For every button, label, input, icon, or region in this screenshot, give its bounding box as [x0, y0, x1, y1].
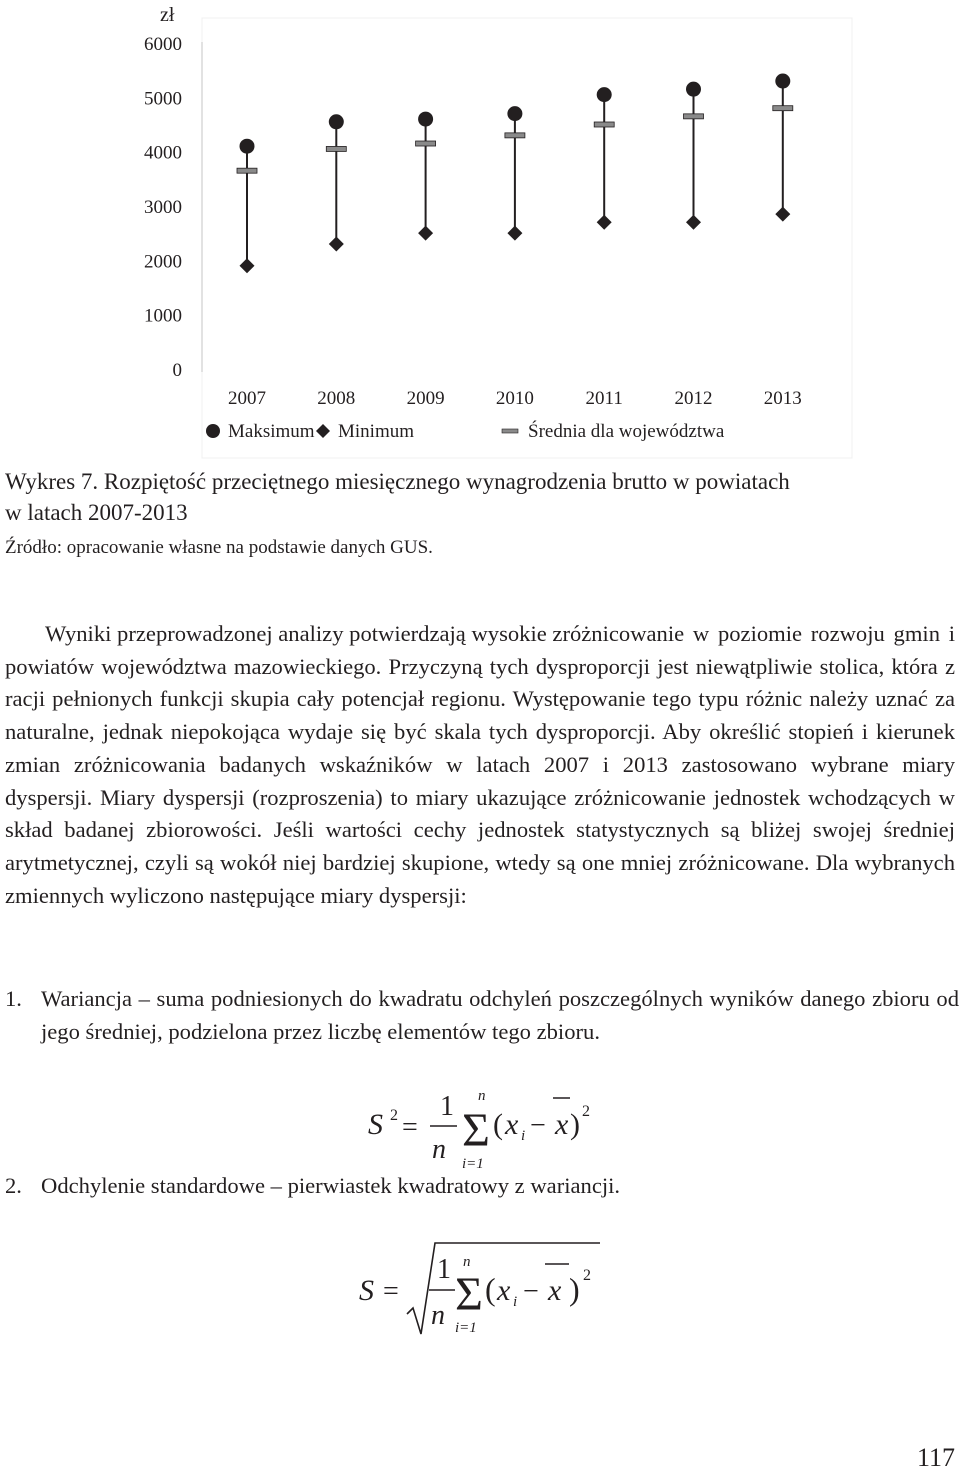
y-tick-label: 6000: [144, 34, 182, 55]
figure-caption: [5, 466, 957, 528]
caption-line-1: Wykres 7. Rozpiętość przeciętnego miesięcznego wynagrodzenia brutto w powiatach: [5, 469, 790, 494]
x-tick-label: 2008: [317, 388, 356, 409]
sigma-icon: Σ: [462, 1104, 490, 1157]
x-tick-label: 2013: [763, 388, 802, 409]
x-tick-label: 2010: [495, 388, 534, 409]
avg-point: [237, 168, 257, 173]
caption-line-2: w latach 2007-2013: [5, 500, 188, 525]
svg-text:i: i: [521, 1128, 526, 1144]
sigma-icon: Σ: [455, 1268, 483, 1321]
page-number: 117: [916, 1443, 955, 1472]
svg-text:x: x: [505, 1108, 519, 1141]
avg-point: [773, 106, 793, 111]
svg-text:n: n: [478, 1088, 486, 1104]
avg-point: [326, 146, 346, 151]
legend-label: Średnia dla województwa: [528, 421, 725, 442]
max-point: [775, 74, 790, 89]
svg-text:1: 1: [440, 1091, 454, 1122]
max-point: [329, 114, 344, 129]
legend-circle-icon: [206, 424, 220, 438]
max-point: [597, 87, 612, 102]
svg-text:(: (: [485, 1271, 496, 1307]
svg-text:2: 2: [390, 1107, 398, 1124]
svg-text:n: n: [463, 1254, 471, 1270]
y-tick-label: 3000: [144, 197, 182, 218]
max-point: [507, 106, 522, 121]
svg-text:n: n: [431, 1300, 445, 1331]
svg-text:2: 2: [582, 1103, 590, 1120]
list-number: 2.: [5, 1173, 22, 1198]
stddev-formula: [355, 1238, 615, 1338]
avg-point: [684, 114, 704, 119]
svg-text:i: i: [513, 1294, 518, 1310]
y-tick-label: 0: [172, 360, 182, 381]
legend-label: Minimum: [338, 421, 415, 442]
y-tick-label: 5000: [144, 88, 182, 110]
figure-source: Źródło: opracowanie własne na podstawie danych GUS.: [5, 537, 433, 558]
list-text: Wariancja – suma podniesionych do kwadratu odchyleń poszczególnych wyników danego zbioru od jego średniej, podzielona przez liczbę elementów tego zbioru.: [41, 986, 959, 1044]
max-point: [418, 112, 433, 127]
svg-text:n: n: [432, 1134, 446, 1165]
y-axis-unit: zł: [160, 4, 175, 26]
svg-text:−: −: [523, 1276, 539, 1307]
max-point: [686, 82, 701, 97]
body-paragraph: [5, 618, 955, 912]
svg-text:(: (: [493, 1108, 503, 1141]
list-text: Odchylenie standardowe – pierwiastek kwadratowy z wariancji.: [41, 1173, 621, 1198]
y-tick-label: 2000: [144, 251, 182, 273]
range-chart: [110, 0, 855, 460]
legend-label: Maksimum: [228, 421, 315, 442]
svg-text:x: x: [555, 1108, 569, 1141]
avg-point: [416, 141, 436, 146]
max-point: [240, 139, 255, 154]
svg-text:x: x: [548, 1274, 562, 1307]
x-tick-label: 2011: [585, 388, 623, 409]
x-tick-label: 2007: [228, 388, 266, 409]
paragraph-first-line: Wyniki przeprowadzonej analizy potwierdzają wysokie zróżnicowanie: [45, 621, 685, 646]
avg-point: [505, 133, 525, 138]
paragraph-rest: w poziomie rozwoju gmin i powiatów województwa mazowieckiego. Przyczyną tych dysproporcji jest niewątpliwie stolica, która z racji pełnionych funkcji skupia cały potencjał regionu. Występowanie tego typu różnic należy uznać za naturalne, jednak niepokojąca wydaje się być skala tych dysproporcji. Aby określić stopień i kierunek zmian zróżnicowania badanych wskaźników w latach 2007 i 2013 zastosowano wybrane miary dyspersji. Miary dyspersji (rozproszenia) to miary ukazujące zróżnicowanie jednostek wchodzących w skład badanej zbiorowości. Jeśli wartości cechy jednostek statystycznych są bliżej swojej średniej arytmetycznej, czyli są wokół niej bardziej skupione, wtedy są one mniej zróżnicowane. Dla wybranych zmiennych wyliczono następujące miary dyspersji:: [5, 621, 956, 908]
legend-dash-icon: [502, 429, 518, 433]
x-tick-label: 2012: [674, 388, 713, 409]
svg-text:S: S: [368, 1108, 383, 1141]
svg-text:−: −: [530, 1110, 546, 1141]
svg-text:i=1: i=1: [455, 1320, 477, 1336]
svg-text:): ): [569, 1271, 580, 1307]
svg-text:x: x: [497, 1274, 511, 1307]
list-number: 1.: [5, 986, 22, 1011]
x-tick-label: 2009: [406, 388, 445, 409]
svg-text:=: =: [402, 1112, 418, 1143]
svg-text:): ): [570, 1108, 580, 1141]
svg-text:1: 1: [437, 1254, 451, 1285]
svg-text:=: =: [383, 1276, 399, 1307]
variance-formula: [360, 1082, 620, 1172]
svg-text:S: S: [359, 1274, 374, 1307]
svg-text:i=1: i=1: [462, 1156, 484, 1172]
y-tick-label: 4000: [144, 142, 182, 164]
avg-point: [594, 122, 614, 127]
svg-text:2: 2: [583, 1267, 591, 1284]
y-tick-label: 1000: [144, 305, 182, 327]
